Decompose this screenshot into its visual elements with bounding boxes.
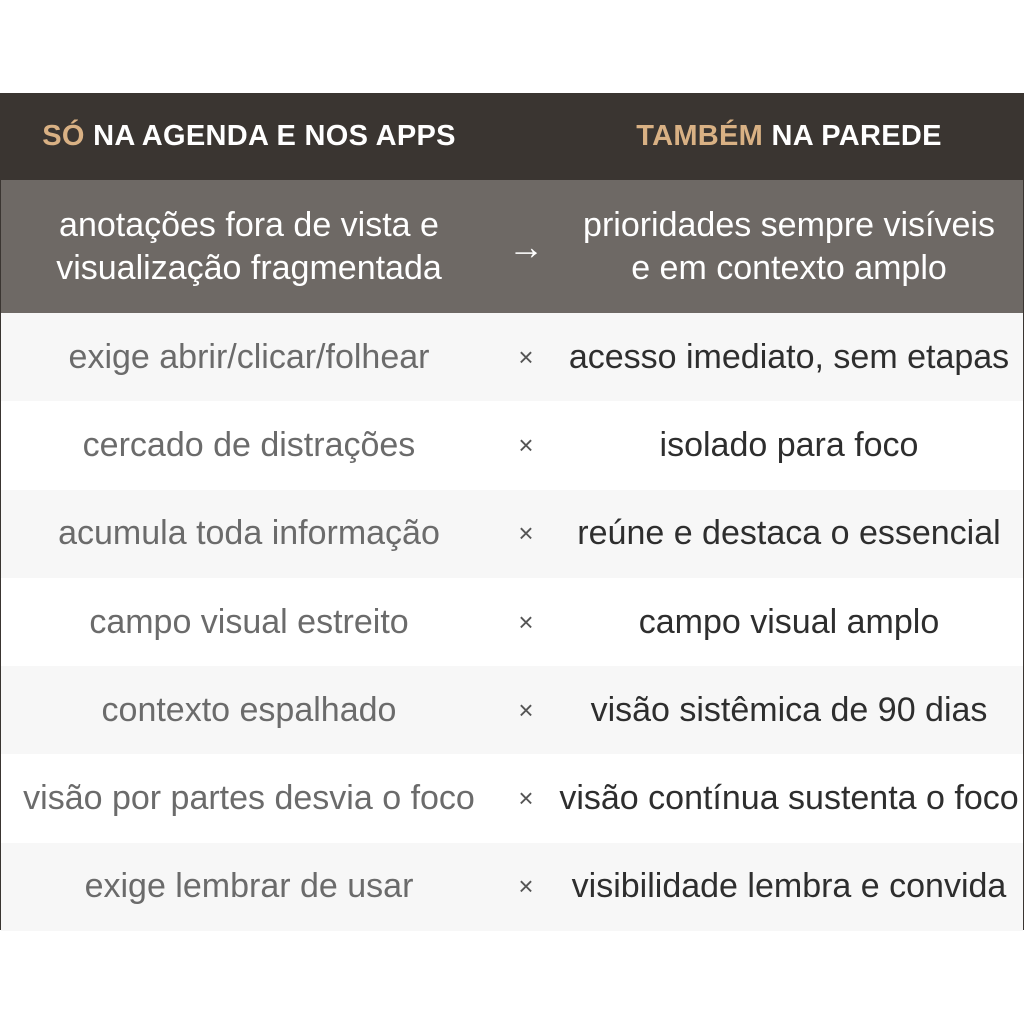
summary-left-line2: visualização fragmentada — [56, 248, 442, 287]
table-header — [1, 93, 1023, 180]
summary-row — [1, 180, 1023, 313]
row-left-text: cercado de distrações — [82, 425, 416, 464]
summary-right-line2: e em contexto amplo — [631, 248, 947, 287]
row-left-text: exige lembrar de usar — [84, 867, 414, 906]
summary-right-line1: prioridades sempre visíveis — [583, 205, 995, 244]
times-icon: × — [518, 871, 534, 902]
times-icon: × — [518, 429, 534, 460]
table-row — [1, 490, 1023, 578]
header-left-text: NA AGENDA E NOS APPS — [84, 120, 456, 152]
times-icon: × — [518, 341, 534, 372]
times-icon: × — [518, 606, 534, 637]
row-right-text: isolado para foco — [659, 425, 919, 464]
row-right-text: visão contínua sustenta o foco — [559, 779, 1019, 818]
row-left-text: visão por partes desvia o foco — [23, 779, 475, 818]
header-right-accent: TAMBÉM — [636, 120, 764, 152]
row-left-text: acumula toda informação — [58, 514, 440, 553]
table-row — [1, 313, 1023, 401]
table-row — [1, 401, 1023, 489]
times-icon: × — [518, 518, 534, 549]
times-icon: × — [518, 694, 534, 725]
summary-left — [1, 204, 497, 290]
table-row — [1, 666, 1023, 754]
row-left-text: exige abrir/clicar/folhear — [68, 337, 430, 376]
row-left-text: campo visual estreito — [89, 602, 409, 641]
table-row — [1, 578, 1023, 666]
table-row — [1, 843, 1023, 931]
times-icon: × — [518, 783, 534, 814]
row-right-text: campo visual amplo — [638, 602, 940, 641]
header-left — [1, 120, 497, 153]
row-left-text: contexto espalhado — [101, 690, 397, 729]
summary-right — [555, 204, 1023, 290]
table-row — [1, 754, 1023, 842]
arrow-right-icon: → — [508, 226, 544, 267]
summary-left-line1: anotações fora de vista e — [59, 205, 439, 244]
header-right-text: NA PAREDE — [763, 120, 942, 152]
row-right-text: visibilidade lembra e convida — [571, 867, 1007, 906]
row-right-text: visão sistêmica de 90 dias — [590, 690, 988, 729]
row-right-text: reúne e destaca o essencial — [577, 514, 1001, 553]
row-right-text: acesso imediato, sem etapas — [568, 337, 1010, 376]
header-right — [555, 120, 1023, 153]
header-left-accent: SÓ — [42, 120, 85, 152]
comparison-table — [0, 93, 1024, 930]
